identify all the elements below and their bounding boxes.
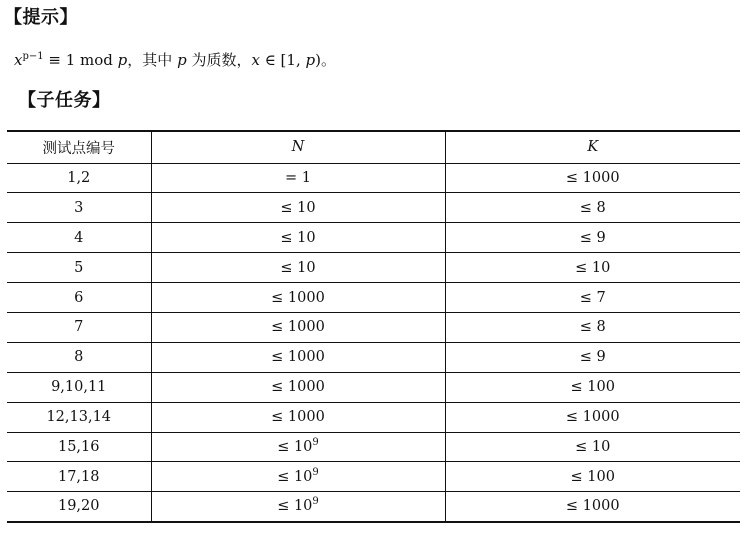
n-limit-value: ≤ 10: [277, 438, 313, 455]
formula-var-p-third: p: [305, 51, 316, 69]
table-row: [7, 342, 740, 372]
test-id-cell: 7: [7, 312, 151, 342]
n-limit-value: ≤ 1000: [271, 319, 325, 336]
test-id-cell: 4: [7, 223, 151, 253]
formula-range-open: ∈ [1,: [259, 51, 306, 69]
n-limit-value: ≤ 10: [277, 468, 313, 485]
formula-middle-text: ，其中: [127, 51, 178, 69]
table-row: [7, 163, 740, 193]
subtask-table: [7, 130, 740, 523]
test-id-cell: 5: [7, 253, 151, 283]
n-limit-cell: [151, 492, 445, 522]
table-row: [7, 492, 740, 522]
table-row: [7, 312, 740, 342]
n-limit-exponent: 9: [312, 496, 319, 508]
n-limit-value: ≤ 1000: [271, 289, 325, 306]
table-row: [7, 462, 740, 492]
formula-exponent: p−1: [22, 51, 44, 62]
n-limit-cell: [151, 253, 445, 283]
formula-var-x-second: x: [251, 51, 260, 69]
header-row: [7, 131, 740, 163]
n-limit-value: ≤ 10: [277, 498, 313, 515]
k-limit-cell: ≤ 10: [445, 432, 740, 462]
n-limit-cell: [151, 193, 445, 223]
n-limit-exponent: 9: [312, 466, 319, 478]
n-limit-value: ≤ 10: [280, 199, 316, 216]
n-limit-cell: [151, 342, 445, 372]
k-limit-cell: ≤ 1000: [445, 492, 740, 522]
test-id-cell: 12,13,14: [7, 402, 151, 432]
k-limit-cell: ≤ 1000: [445, 402, 740, 432]
table-row: [7, 283, 740, 313]
n-limit-value: ≤ 10: [280, 259, 316, 276]
n-limit-value: ≤ 1000: [271, 379, 325, 396]
n-limit-cell: [151, 223, 445, 253]
table-row: [7, 223, 740, 253]
formula-var-p-second: p: [177, 51, 187, 69]
test-id-cell: 19,20: [57, 498, 100, 515]
k-limit-cell: ≤ 1000: [445, 163, 740, 193]
formula-range-close: )。: [315, 51, 336, 69]
column-header-n: N: [151, 131, 445, 163]
table-row: [7, 253, 740, 283]
subtask-heading: 【子任务】: [18, 90, 111, 111]
n-limit-value: ≤ 10: [280, 229, 316, 246]
n-limit-exponent: 9: [312, 436, 319, 448]
formula-prime-text: 为质数，: [186, 51, 252, 69]
test-id-cell: 3: [7, 193, 151, 223]
test-id-cell: 1,2: [7, 163, 151, 193]
k-limit-cell: ≤ 9: [445, 342, 740, 372]
table-row: [7, 193, 740, 223]
n-limit-cell: [151, 163, 445, 193]
n-limit-cell: [151, 372, 445, 402]
k-limit-cell: ≤ 7: [445, 283, 740, 313]
test-id-cell: 9,10,11: [7, 372, 151, 402]
k-limit-cell: ≤ 9: [445, 223, 740, 253]
table-row: [7, 432, 740, 462]
n-limit-cell: [151, 432, 445, 462]
k-limit-cell: ≤ 100: [445, 372, 740, 402]
hint-heading: 【提示】: [4, 7, 78, 28]
k-limit-cell: ≤ 10: [445, 253, 740, 283]
n-limit-value: = 1: [285, 169, 311, 186]
k-limit-cell: ≤ 8: [445, 193, 740, 223]
table-row: [7, 372, 740, 402]
n-limit-value: ≤ 1000: [271, 349, 325, 366]
test-id-cell: 6: [7, 283, 151, 313]
table-row: [7, 402, 740, 432]
test-id-cell: 15,16: [7, 432, 151, 462]
formula-var-x: x: [14, 51, 23, 69]
hint-formula: [14, 50, 336, 70]
subtask-table-body: [7, 163, 740, 522]
test-id-cell: 8: [7, 342, 151, 372]
n-limit-cell: [151, 283, 445, 313]
column-header-k: K: [445, 131, 740, 163]
n-limit-cell: [151, 402, 445, 432]
test-id-cell: 17,18: [7, 462, 151, 492]
formula-var-p: p: [117, 51, 128, 69]
n-limit-value: ≤ 1000: [271, 409, 325, 426]
column-header-test-id: 测试点编号: [7, 131, 151, 163]
k-limit-cell: ≤ 8: [445, 312, 740, 342]
formula-congruence: ≡ 1 mod: [43, 51, 118, 69]
n-limit-cell: [151, 462, 445, 492]
n-limit-cell: [151, 312, 445, 342]
subtask-table-header: [7, 131, 740, 163]
k-limit-cell: ≤ 100: [445, 462, 740, 492]
